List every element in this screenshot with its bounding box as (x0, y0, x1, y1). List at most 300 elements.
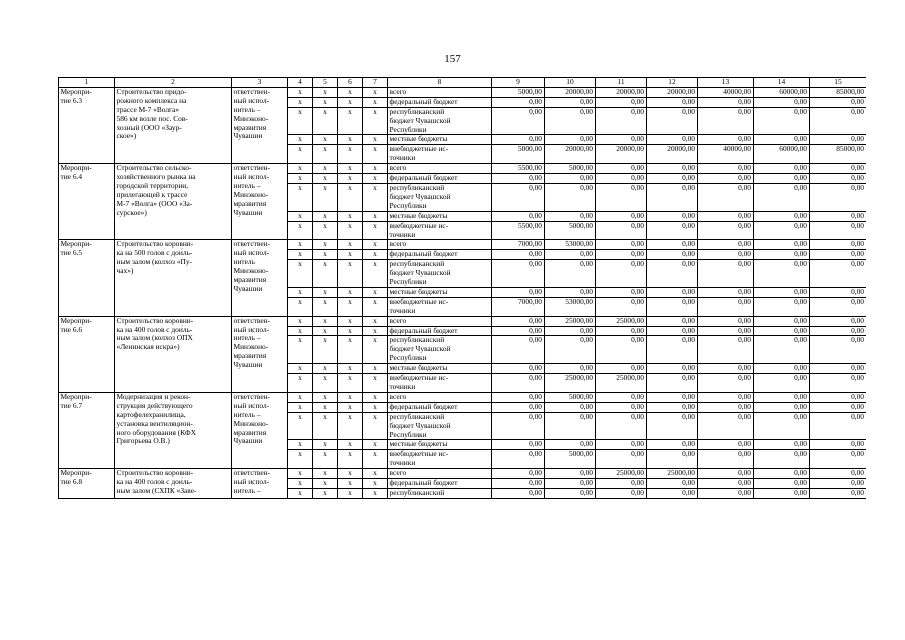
value-cell: 0,00 (698, 107, 754, 135)
marker-cell: x (338, 260, 363, 288)
value-cell: 20000,00 (647, 87, 698, 97)
text-line: ным залом (колхоз «Пу- (116, 257, 193, 267)
value-cell: 0,00 (647, 260, 698, 288)
text-line: всего (389, 392, 407, 401)
text-line: нитель – (233, 485, 261, 495)
value-cell: 25000,00 (545, 374, 596, 393)
text-line: бюджет Чувашской (389, 191, 451, 201)
value-cell: 0,00 (698, 221, 754, 240)
value-cell: 0,00 (545, 260, 596, 288)
funding-source-cell (388, 392, 492, 402)
funding-table-container (58, 77, 866, 572)
funding-source-cell (388, 135, 492, 145)
text-line: местные бюджеты (389, 439, 448, 449)
marker-cell: x (288, 183, 313, 211)
marker-cell: x (338, 479, 363, 489)
executor-cell (232, 240, 288, 316)
marker-cell: x (363, 287, 388, 297)
text-line: республиканский (389, 183, 445, 192)
value-cell: 0,00 (698, 364, 754, 374)
value-cell: 0,00 (545, 479, 596, 489)
marker-cell: x (338, 412, 363, 440)
value-cell: 0,00 (596, 107, 647, 135)
value-cell: 0,00 (754, 316, 810, 326)
text-line: нитель – (233, 409, 261, 419)
text-line: Меропри- (60, 468, 92, 478)
value-cell: 0,00 (647, 402, 698, 412)
marker-cell: x (288, 326, 313, 336)
text-line: ответствен- (233, 392, 271, 401)
marker-cell: x (313, 183, 338, 211)
marker-cell: x (363, 174, 388, 184)
value-cell: 0,00 (596, 164, 647, 174)
text-line: тие 6.5 (60, 248, 83, 258)
marker-cell: x (288, 488, 313, 498)
column-number-header (59, 78, 867, 88)
marker-cell: x (363, 87, 388, 97)
value-cell: 0,00 (596, 364, 647, 374)
column-number: 1 (59, 78, 115, 88)
marker-cell: x (313, 250, 338, 260)
marker-cell: x (338, 392, 363, 402)
value-cell: 0,00 (754, 440, 810, 450)
measure-id-cell (59, 87, 115, 163)
value-cell: 0,00 (492, 488, 545, 498)
marker-cell: x (363, 412, 388, 440)
funding-source-cell (388, 412, 492, 440)
value-cell: 0,00 (810, 183, 867, 211)
marker-cell: x (338, 440, 363, 450)
text-line: республиканский (389, 488, 445, 497)
value-cell: 0,00 (647, 97, 698, 107)
measure-name-cell (115, 316, 232, 392)
marker-cell: x (313, 174, 338, 184)
value-cell: 0,00 (596, 412, 647, 440)
value-cell: 0,00 (698, 211, 754, 221)
value-cell: 0,00 (492, 97, 545, 107)
table-row (59, 240, 867, 250)
value-cell: 0,00 (647, 221, 698, 240)
value-cell: 0,00 (810, 469, 867, 479)
marker-cell: x (338, 183, 363, 211)
text-line: сурское») (116, 207, 147, 217)
value-cell: 0,00 (596, 260, 647, 288)
text-line: федеральный бюджет (389, 402, 458, 411)
value-cell: 0,00 (810, 297, 867, 316)
funding-source-cell (388, 469, 492, 479)
text-line: нитель – (233, 104, 261, 114)
funding-source-cell (388, 316, 492, 326)
marker-cell: x (313, 336, 338, 364)
value-cell: 0,00 (596, 479, 647, 489)
value-cell: 25000,00 (596, 469, 647, 479)
value-cell: 0,00 (492, 402, 545, 412)
text-line: местные бюджеты (389, 287, 448, 296)
value-cell: 0,00 (492, 135, 545, 145)
text-line: ответствен- (233, 87, 271, 96)
value-cell: 0,00 (647, 135, 698, 145)
value-cell: 0,00 (492, 336, 545, 364)
measure-name-cell (115, 392, 232, 468)
text-line: ка на 400 голов с дои́ль- (116, 477, 193, 487)
funding-table (58, 77, 866, 499)
marker-cell: x (288, 392, 313, 402)
value-cell: 40000,00 (698, 145, 754, 164)
marker-cell: x (288, 287, 313, 297)
text-line: 586 км возле пос. Сов- (116, 113, 188, 123)
column-number: 8 (388, 78, 492, 88)
text-line: республиканский (389, 259, 445, 269)
text-line: федеральный бюджет (389, 478, 458, 488)
funding-source-cell (388, 488, 492, 498)
marker-cell: x (288, 164, 313, 174)
value-cell: 0,00 (492, 107, 545, 135)
value-cell: 0,00 (754, 392, 810, 402)
value-cell: 0,00 (647, 364, 698, 374)
value-cell: 0,00 (810, 450, 867, 469)
marker-cell: x (313, 87, 338, 97)
value-cell: 85000,00 (810, 145, 867, 164)
text-line: ответствен- (233, 468, 271, 478)
value-cell: 0,00 (492, 450, 545, 469)
value-cell: 0,00 (647, 164, 698, 174)
value-cell: 0,00 (647, 250, 698, 260)
value-cell: 5000,00 (545, 164, 596, 174)
marker-cell: x (338, 364, 363, 374)
marker-cell: x (288, 469, 313, 479)
marker-cell: x (288, 402, 313, 412)
marker-cell: x (313, 374, 338, 393)
value-cell: 0,00 (754, 97, 810, 107)
value-cell: 0,00 (810, 316, 867, 326)
marker-cell: x (288, 87, 313, 97)
value-cell: 20000,00 (596, 145, 647, 164)
marker-cell: x (313, 392, 338, 402)
value-cell: 0,00 (698, 260, 754, 288)
value-cell: 0,00 (492, 392, 545, 402)
value-cell: 0,00 (545, 364, 596, 374)
value-cell: 0,00 (698, 250, 754, 260)
text-line: хозяйственного рынка на (116, 172, 196, 182)
text-line: ный испол- (233, 400, 270, 410)
text-line: Минэконо- (233, 189, 269, 199)
value-cell: 25000,00 (596, 374, 647, 393)
value-cell: 0,00 (545, 250, 596, 260)
value-cell: 0,00 (545, 488, 596, 498)
value-cell: 0,00 (647, 211, 698, 221)
funding-source-cell (388, 221, 492, 240)
value-cell: 0,00 (492, 364, 545, 374)
value-cell: 0,00 (810, 392, 867, 402)
value-cell: 0,00 (647, 374, 698, 393)
executor-cell (232, 316, 288, 392)
marker-cell: x (313, 479, 338, 489)
value-cell: 25000,00 (545, 316, 596, 326)
value-cell: 7000,00 (492, 240, 545, 250)
value-cell: 0,00 (596, 250, 647, 260)
text-line: внебюджетные ис- (389, 221, 449, 230)
text-line: чах») (116, 266, 134, 276)
marker-cell: x (363, 164, 388, 174)
value-cell: 0,00 (810, 250, 867, 260)
marker-cell: x (313, 135, 338, 145)
text-line: тие 6.4 (60, 172, 83, 182)
text-line: бюджет Чувашской (389, 344, 451, 354)
value-cell: 0,00 (698, 488, 754, 498)
text-line: ный испол- (233, 172, 270, 182)
text-line: тие 6.8 (60, 477, 83, 487)
marker-cell: x (288, 135, 313, 145)
page-number: 157 (444, 53, 461, 65)
marker-cell: x (288, 145, 313, 164)
text-line: ный испол- (233, 477, 270, 487)
measure-id-cell (59, 392, 115, 468)
marker-cell: x (363, 250, 388, 260)
value-cell: 0,00 (545, 336, 596, 364)
value-cell: 0,00 (545, 440, 596, 450)
marker-cell: x (313, 412, 338, 440)
text-line: Республики (389, 200, 427, 210)
text-line: Минэконо- (233, 266, 269, 276)
value-cell: 0,00 (647, 297, 698, 316)
text-line: точники (389, 153, 416, 163)
text-line: бюджет Чувашской (389, 115, 451, 125)
value-cell: 0,00 (596, 297, 647, 316)
value-cell: 0,00 (810, 287, 867, 297)
column-number: 3 (232, 78, 288, 88)
value-cell: 0,00 (647, 174, 698, 184)
text-line: республиканский (389, 335, 445, 345)
marker-cell: x (338, 287, 363, 297)
marker-cell: x (313, 164, 338, 174)
marker-cell: x (288, 374, 313, 393)
marker-cell: x (338, 450, 363, 469)
value-cell: 0,00 (810, 135, 867, 145)
marker-cell: x (288, 97, 313, 107)
measure-id-cell (59, 469, 115, 499)
executor-cell (232, 164, 288, 240)
marker-cell: x (313, 316, 338, 326)
value-cell: 0,00 (698, 316, 754, 326)
marker-cell: x (313, 402, 338, 412)
value-cell: 0,00 (810, 107, 867, 135)
value-cell: 0,00 (754, 412, 810, 440)
value-cell: 0,00 (596, 440, 647, 450)
value-cell: 0,00 (492, 260, 545, 288)
text-line: федеральный бюджет (389, 97, 458, 106)
funding-source-cell (388, 97, 492, 107)
value-cell: 0,00 (545, 135, 596, 145)
value-cell: 0,00 (810, 479, 867, 489)
funding-source-cell (388, 183, 492, 211)
executor-cell (232, 392, 288, 468)
value-cell: 0,00 (596, 488, 647, 498)
funding-source-cell (388, 260, 492, 288)
column-number: 2 (115, 78, 232, 88)
text-line: внебюджетные ис- (389, 373, 449, 383)
marker-cell: x (363, 374, 388, 393)
marker-cell: x (338, 326, 363, 336)
marker-cell: x (338, 174, 363, 184)
text-line: Минэконо- (233, 113, 269, 123)
funding-source-cell (388, 326, 492, 336)
value-cell: 0,00 (545, 412, 596, 440)
marker-cell: x (288, 364, 313, 374)
text-line: струкция действующего (116, 400, 193, 410)
funding-source-cell (388, 364, 492, 374)
value-cell: 0,00 (754, 488, 810, 498)
value-cell: 0,00 (810, 412, 867, 440)
value-cell: 5000,00 (545, 392, 596, 402)
value-cell: 5500,00 (492, 164, 545, 174)
funding-source-cell (388, 297, 492, 316)
funding-source-cell (388, 287, 492, 297)
funding-source-cell (388, 211, 492, 221)
executor-cell (232, 87, 288, 163)
value-cell: 0,00 (810, 488, 867, 498)
text-line: бюджет Чувашской (389, 268, 451, 278)
value-cell: 0,00 (596, 326, 647, 336)
value-cell: 0,00 (754, 469, 810, 479)
funding-source-cell (388, 164, 492, 174)
value-cell: 0,00 (545, 174, 596, 184)
text-line: Минэконо- (233, 342, 269, 352)
marker-cell: x (313, 326, 338, 336)
value-cell: 0,00 (698, 450, 754, 469)
value-cell: 0,00 (596, 450, 647, 469)
value-cell: 0,00 (754, 183, 810, 211)
funding-source-cell (388, 145, 492, 164)
marker-cell: x (338, 297, 363, 316)
value-cell: 0,00 (754, 287, 810, 297)
text-line: Республики (389, 353, 427, 363)
value-cell: 0,00 (754, 326, 810, 336)
value-cell: 0,00 (754, 164, 810, 174)
text-line: местные бюджеты (389, 363, 448, 373)
table-row (59, 87, 867, 97)
marker-cell: x (288, 174, 313, 184)
value-cell: 0,00 (492, 211, 545, 221)
marker-cell: x (363, 440, 388, 450)
text-line: федеральный бюджет (389, 249, 458, 259)
value-cell: 0,00 (754, 174, 810, 184)
text-line: Григорьева О.В.) (116, 436, 170, 446)
value-cell: 0,00 (596, 336, 647, 364)
value-cell: 0,00 (698, 183, 754, 211)
text-line: внебюджетные ис- (389, 449, 449, 459)
text-line: Модернизация и рекон- (116, 392, 191, 401)
text-line: республиканский (389, 107, 445, 116)
text-line: Строительство коровни- (116, 239, 194, 249)
text-line: тие 6.3 (60, 95, 83, 105)
text-line: мразвития (233, 351, 267, 361)
value-cell: 0,00 (754, 450, 810, 469)
value-cell: 0,00 (698, 240, 754, 250)
funding-source-cell (388, 240, 492, 250)
value-cell: 0,00 (647, 316, 698, 326)
column-number: 15 (810, 78, 867, 88)
value-cell: 0,00 (810, 260, 867, 288)
marker-cell: x (313, 287, 338, 297)
value-cell: 20000,00 (596, 87, 647, 97)
marker-cell: x (338, 240, 363, 250)
value-cell: 0,00 (754, 336, 810, 364)
table-row (59, 392, 867, 402)
marker-cell: x (338, 97, 363, 107)
value-cell: 0,00 (647, 412, 698, 440)
text-line: тие 6.6 (60, 324, 83, 334)
text-line: Чувашии (233, 207, 263, 217)
marker-cell: x (313, 440, 338, 450)
value-cell: 0,00 (492, 250, 545, 260)
marker-cell: x (313, 450, 338, 469)
value-cell: 0,00 (810, 440, 867, 450)
marker-cell: x (363, 297, 388, 316)
measure-name-cell (115, 87, 232, 163)
marker-cell: x (338, 316, 363, 326)
value-cell: 25000,00 (647, 469, 698, 479)
marker-cell: x (288, 297, 313, 316)
text-line: Меропри- (60, 87, 92, 96)
value-cell: 0,00 (545, 107, 596, 135)
value-cell: 60000,00 (754, 87, 810, 97)
funding-source-cell (388, 250, 492, 260)
value-cell: 0,00 (698, 297, 754, 316)
marker-cell: x (338, 107, 363, 135)
text-line: мразвития (233, 198, 267, 208)
marker-cell: x (363, 183, 388, 211)
text-line: ответствен- (233, 163, 271, 173)
value-cell: 0,00 (492, 287, 545, 297)
marker-cell: x (363, 364, 388, 374)
value-cell: 0,00 (647, 479, 698, 489)
marker-cell: x (363, 316, 388, 326)
value-cell: 60000,00 (754, 145, 810, 164)
value-cell: 20000,00 (545, 87, 596, 97)
text-line: Строительство сельско- (116, 163, 192, 173)
marker-cell: x (338, 336, 363, 364)
marker-cell: x (338, 145, 363, 164)
value-cell: 0,00 (647, 336, 698, 364)
column-number: 10 (545, 78, 596, 88)
value-cell: 25000,00 (596, 316, 647, 326)
marker-cell: x (288, 260, 313, 288)
text-line: всего (389, 87, 407, 96)
value-cell: 0,00 (545, 97, 596, 107)
value-cell: 0,00 (754, 135, 810, 145)
value-cell: 85000,00 (810, 87, 867, 97)
value-cell: 0,00 (492, 374, 545, 393)
marker-cell: x (313, 97, 338, 107)
value-cell: 0,00 (647, 392, 698, 402)
text-line: внебюджетные ис- (389, 144, 449, 154)
marker-cell: x (338, 87, 363, 97)
value-cell: 0,00 (698, 440, 754, 450)
value-cell: 40000,00 (698, 87, 754, 97)
value-cell: 0,00 (698, 479, 754, 489)
text-line: ный испол- (233, 324, 270, 334)
value-cell: 0,00 (596, 240, 647, 250)
value-cell: 20000,00 (647, 145, 698, 164)
text-line: точники (389, 382, 416, 391)
marker-cell: x (338, 402, 363, 412)
marker-cell: x (288, 336, 313, 364)
measure-name-cell (115, 469, 232, 499)
value-cell: 0,00 (545, 402, 596, 412)
text-line: ответствен- (233, 239, 271, 249)
text-line: Чувашии (233, 131, 263, 141)
marker-cell: x (363, 211, 388, 221)
